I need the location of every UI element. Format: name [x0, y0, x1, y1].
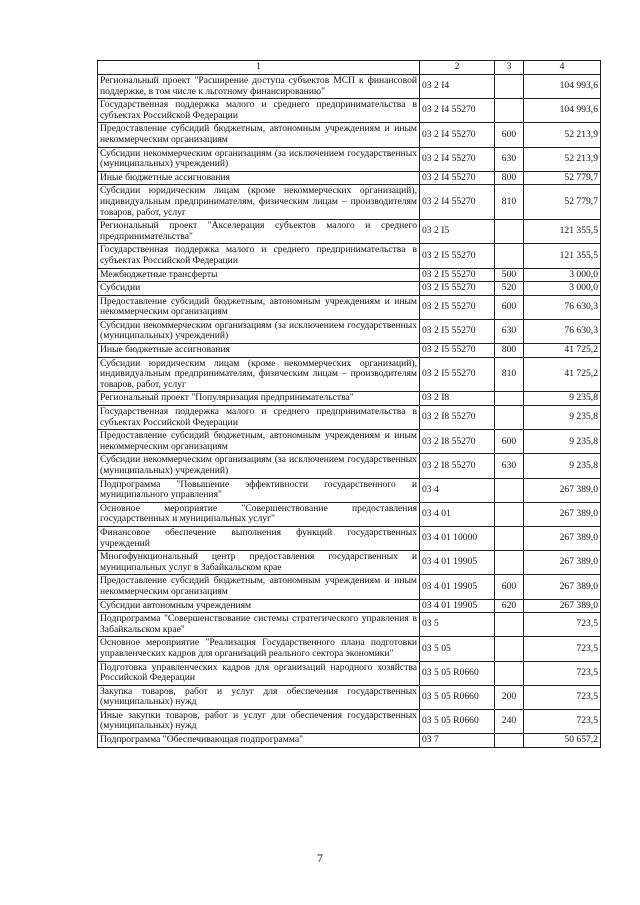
table-row	[98, 147, 601, 171]
row-name-cell: Субсидии некоммерческим организациям (за исключением государственных (муниципальных) учреждений)	[98, 319, 420, 343]
row-amount-cell: 723,5	[524, 709, 601, 733]
table-row	[98, 613, 601, 637]
table-row	[98, 244, 601, 268]
table-row	[98, 454, 601, 478]
table-row	[98, 282, 601, 296]
row-name-cell: Государственная поддержка малого и среднего предпринимательства в субъектах Российской Федерации	[98, 99, 420, 123]
row-name-cell: Государственная поддержка малого и среднего предпринимательства в субъектах Российской Федерации	[98, 244, 420, 268]
table-row	[98, 268, 601, 282]
table-row	[98, 599, 601, 613]
row-name-cell: Иные закупки товаров, работ и услуг для обеспечения государственных (муниципальных) нужд	[98, 709, 420, 733]
row-type-cell: 800	[495, 171, 524, 185]
row-amount-cell: 9 235,8	[524, 392, 601, 406]
row-amount-cell: 76 630,3	[524, 295, 601, 319]
row-name-cell: Региональный проект "Популяризация предпринимательства"	[98, 392, 420, 406]
row-code-cell: 03 2 I4 55270	[420, 123, 495, 147]
row-type-cell	[495, 244, 524, 268]
budget-table-sheet	[97, 60, 600, 748]
row-name-cell: Субсидии автономным учреждениям	[98, 599, 420, 613]
row-amount-cell: 267 389,0	[524, 478, 601, 502]
table-row	[98, 709, 601, 733]
row-name-cell: Закупка товаров, работ и услуг для обеспечения государственных (муниципальных) нужд	[98, 685, 420, 709]
row-type-cell	[495, 734, 524, 748]
row-code-cell: 03 2 I4 55270	[420, 171, 495, 185]
row-name-cell: Финансовое обеспечение выполнения функций государственных учреждений	[98, 526, 420, 550]
row-code-cell: 03 4 01 19905	[420, 551, 495, 575]
table-row	[98, 99, 601, 123]
row-type-cell	[495, 502, 524, 526]
row-type-cell: 620	[495, 599, 524, 613]
row-name-cell: Субсидии некоммерческим организациям (за исключением государственных (муниципальных) учреждений)	[98, 147, 420, 171]
row-amount-cell: 723,5	[524, 613, 601, 637]
row-code-cell: 03 2 I5 55270	[420, 268, 495, 282]
row-type-cell: 630	[495, 147, 524, 171]
table-row	[98, 734, 601, 748]
row-code-cell: 03 2 I8 55270	[420, 406, 495, 430]
row-type-cell: 630	[495, 319, 524, 343]
budget-table	[97, 60, 601, 748]
row-type-cell: 240	[495, 709, 524, 733]
row-type-cell: 600	[495, 575, 524, 599]
row-code-cell: 03 2 I4 55270	[420, 185, 495, 220]
row-amount-cell: 723,5	[524, 637, 601, 661]
row-code-cell: 03 4	[420, 478, 495, 502]
row-amount-cell: 76 630,3	[524, 319, 601, 343]
row-type-cell: 500	[495, 268, 524, 282]
table-row	[98, 661, 601, 685]
row-name-cell: Предоставление субсидий бюджетным, автономным учреждениям и иным некоммерческим организациям	[98, 295, 420, 319]
row-code-cell: 03 2 I4 55270	[420, 147, 495, 171]
row-type-cell: 630	[495, 454, 524, 478]
row-name-cell: Субсидии	[98, 282, 420, 296]
table-row	[98, 319, 601, 343]
row-amount-cell: 267 389,0	[524, 575, 601, 599]
row-amount-cell: 723,5	[524, 661, 601, 685]
row-name-cell: Основное мероприятие "Реализация Государственного плана подготовки управленческих кадров для организаций реального сектора экономики"	[98, 637, 420, 661]
row-type-cell	[495, 637, 524, 661]
table-row	[98, 220, 601, 244]
row-code-cell: 03 5 05 R0660	[420, 685, 495, 709]
row-code-cell: 03 5	[420, 613, 495, 637]
row-name-cell: Субсидии юридическим лицам (кроме некоммерческих организаций), индивидуальным предпринимателям, физическим лицам – производителям товаров, работ, услуг	[98, 185, 420, 220]
row-code-cell: 03 2 I5 55270	[420, 295, 495, 319]
row-name-cell: Подпрограмма "Обеспечивающая подпрограмма"	[98, 734, 420, 748]
table-row	[98, 430, 601, 454]
header-col-4: 4	[524, 61, 601, 75]
row-amount-cell: 267 389,0	[524, 502, 601, 526]
header-col-1: 1	[98, 61, 420, 75]
header-col-2: 2	[420, 61, 495, 75]
row-name-cell: Межбюджетные трансферты	[98, 268, 420, 282]
row-type-cell	[495, 75, 524, 99]
row-amount-cell: 41 725,2	[524, 357, 601, 392]
table-row	[98, 123, 601, 147]
row-code-cell: 03 2 I5 55270	[420, 357, 495, 392]
row-type-cell	[495, 478, 524, 502]
row-amount-cell: 41 725,2	[524, 344, 601, 358]
table-row	[98, 575, 601, 599]
row-type-cell: 810	[495, 357, 524, 392]
row-code-cell: 03 5 05	[420, 637, 495, 661]
row-amount-cell: 52 779,7	[524, 185, 601, 220]
row-code-cell: 03 2 I5 55270	[420, 282, 495, 296]
row-amount-cell: 52 213,9	[524, 123, 601, 147]
row-amount-cell: 9 235,8	[524, 454, 601, 478]
row-type-cell	[495, 551, 524, 575]
row-type-cell	[495, 526, 524, 550]
row-name-cell: Подпрограмма "Повышение эффективности государственного и муниципального управления"	[98, 478, 420, 502]
row-code-cell: 03 4 01 19905	[420, 599, 495, 613]
row-amount-cell: 723,5	[524, 685, 601, 709]
row-name-cell: Многофункциональный центр предоставления государственных и муниципальных услуг в Забайкальском крае	[98, 551, 420, 575]
table-row	[98, 502, 601, 526]
row-amount-cell: 104 993,6	[524, 99, 601, 123]
table-row	[98, 551, 601, 575]
row-type-cell: 800	[495, 344, 524, 358]
row-name-cell: Предоставление субсидий бюджетным, автономным учреждениям и иным некоммерческим организациям	[98, 123, 420, 147]
row-type-cell: 600	[495, 295, 524, 319]
row-amount-cell: 267 389,0	[524, 551, 601, 575]
table-row	[98, 392, 601, 406]
row-name-cell: Региональный проект "Акселерация субъектов малого и среднего предпринимательства"	[98, 220, 420, 244]
row-amount-cell: 3 000,0	[524, 268, 601, 282]
table-row	[98, 685, 601, 709]
row-name-cell: Подпрограмма "Совершенствование системы стратегического управления в Забайкальском крае"	[98, 613, 420, 637]
row-code-cell: 03 2 I8 55270	[420, 454, 495, 478]
row-code-cell: 03 2 I8	[420, 392, 495, 406]
row-amount-cell: 9 235,8	[524, 430, 601, 454]
table-row	[98, 171, 601, 185]
row-code-cell: 03 5 05 R0660	[420, 661, 495, 685]
table-row	[98, 406, 601, 430]
row-type-cell	[495, 613, 524, 637]
row-name-cell: Региональный проект "Расширение доступа субъектов МСП к финансовой поддержке, в том числе к льготному финансированию"	[98, 75, 420, 99]
row-amount-cell: 3 000,0	[524, 282, 601, 296]
row-amount-cell: 52 213,9	[524, 147, 601, 171]
budget-table-body	[98, 61, 601, 748]
row-amount-cell: 104 993,6	[524, 75, 601, 99]
row-type-cell	[495, 220, 524, 244]
row-code-cell: 03 2 I4 55270	[420, 99, 495, 123]
row-type-cell: 810	[495, 185, 524, 220]
row-code-cell: 03 2 I4	[420, 75, 495, 99]
row-type-cell	[495, 99, 524, 123]
row-type-cell: 600	[495, 430, 524, 454]
row-name-cell: Иные бюджетные ассигнования	[98, 171, 420, 185]
row-name-cell: Предоставление субсидий бюджетным, автономным учреждениям и иным некоммерческим организациям	[98, 575, 420, 599]
header-col-3: 3	[495, 61, 524, 75]
row-type-cell	[495, 392, 524, 406]
row-type-cell: 200	[495, 685, 524, 709]
row-code-cell: 03 4 01 19905	[420, 575, 495, 599]
row-code-cell: 03 2 I5	[420, 220, 495, 244]
row-amount-cell: 9 235,8	[524, 406, 601, 430]
table-row	[98, 185, 601, 220]
table-row	[98, 526, 601, 550]
row-code-cell: 03 4 01 10000	[420, 526, 495, 550]
row-amount-cell: 52 779,7	[524, 171, 601, 185]
row-code-cell: 03 7	[420, 734, 495, 748]
row-code-cell: 03 5 05 R0660	[420, 709, 495, 733]
row-name-cell: Субсидии некоммерческим организациям (за исключением государственных (муниципальных) учреждений)	[98, 454, 420, 478]
table-row	[98, 75, 601, 99]
row-name-cell: Основное мероприятие "Совершенствование предоставления государственных и муниципальных услуг"	[98, 502, 420, 526]
row-amount-cell: 121 355,5	[524, 220, 601, 244]
row-code-cell: 03 2 I5 55270	[420, 319, 495, 343]
row-type-cell	[495, 406, 524, 430]
row-code-cell: 03 4 01	[420, 502, 495, 526]
table-row	[98, 357, 601, 392]
row-name-cell: Субсидии юридическим лицам (кроме некоммерческих организаций), индивидуальным предпринимателям, физическим лицам – производителям товаров, работ, услуг	[98, 357, 420, 392]
row-amount-cell: 50 657,2	[524, 734, 601, 748]
row-code-cell: 03 2 I8 55270	[420, 430, 495, 454]
row-code-cell: 03 2 I5 55270	[420, 344, 495, 358]
table-row	[98, 637, 601, 661]
table-row	[98, 295, 601, 319]
row-name-cell: Предоставление субсидий бюджетным, автономным учреждениям и иным некоммерческим организациям	[98, 430, 420, 454]
row-name-cell: Иные бюджетные ассигнования	[98, 344, 420, 358]
row-type-cell	[495, 661, 524, 685]
row-amount-cell: 267 389,0	[524, 526, 601, 550]
row-type-cell: 520	[495, 282, 524, 296]
row-code-cell: 03 2 I5 55270	[420, 244, 495, 268]
table-row	[98, 478, 601, 502]
row-type-cell: 600	[495, 123, 524, 147]
row-amount-cell: 267 389,0	[524, 599, 601, 613]
row-amount-cell: 121 355,5	[524, 244, 601, 268]
page-number: 7	[317, 851, 323, 865]
header-row	[98, 61, 601, 75]
row-name-cell: Государственная поддержка малого и среднего предпринимательства в субъектах Российской Федерации	[98, 406, 420, 430]
row-name-cell: Подготовка управленческих кадров для организаций народного хозяйства Российской Федерации	[98, 661, 420, 685]
table-row	[98, 344, 601, 358]
